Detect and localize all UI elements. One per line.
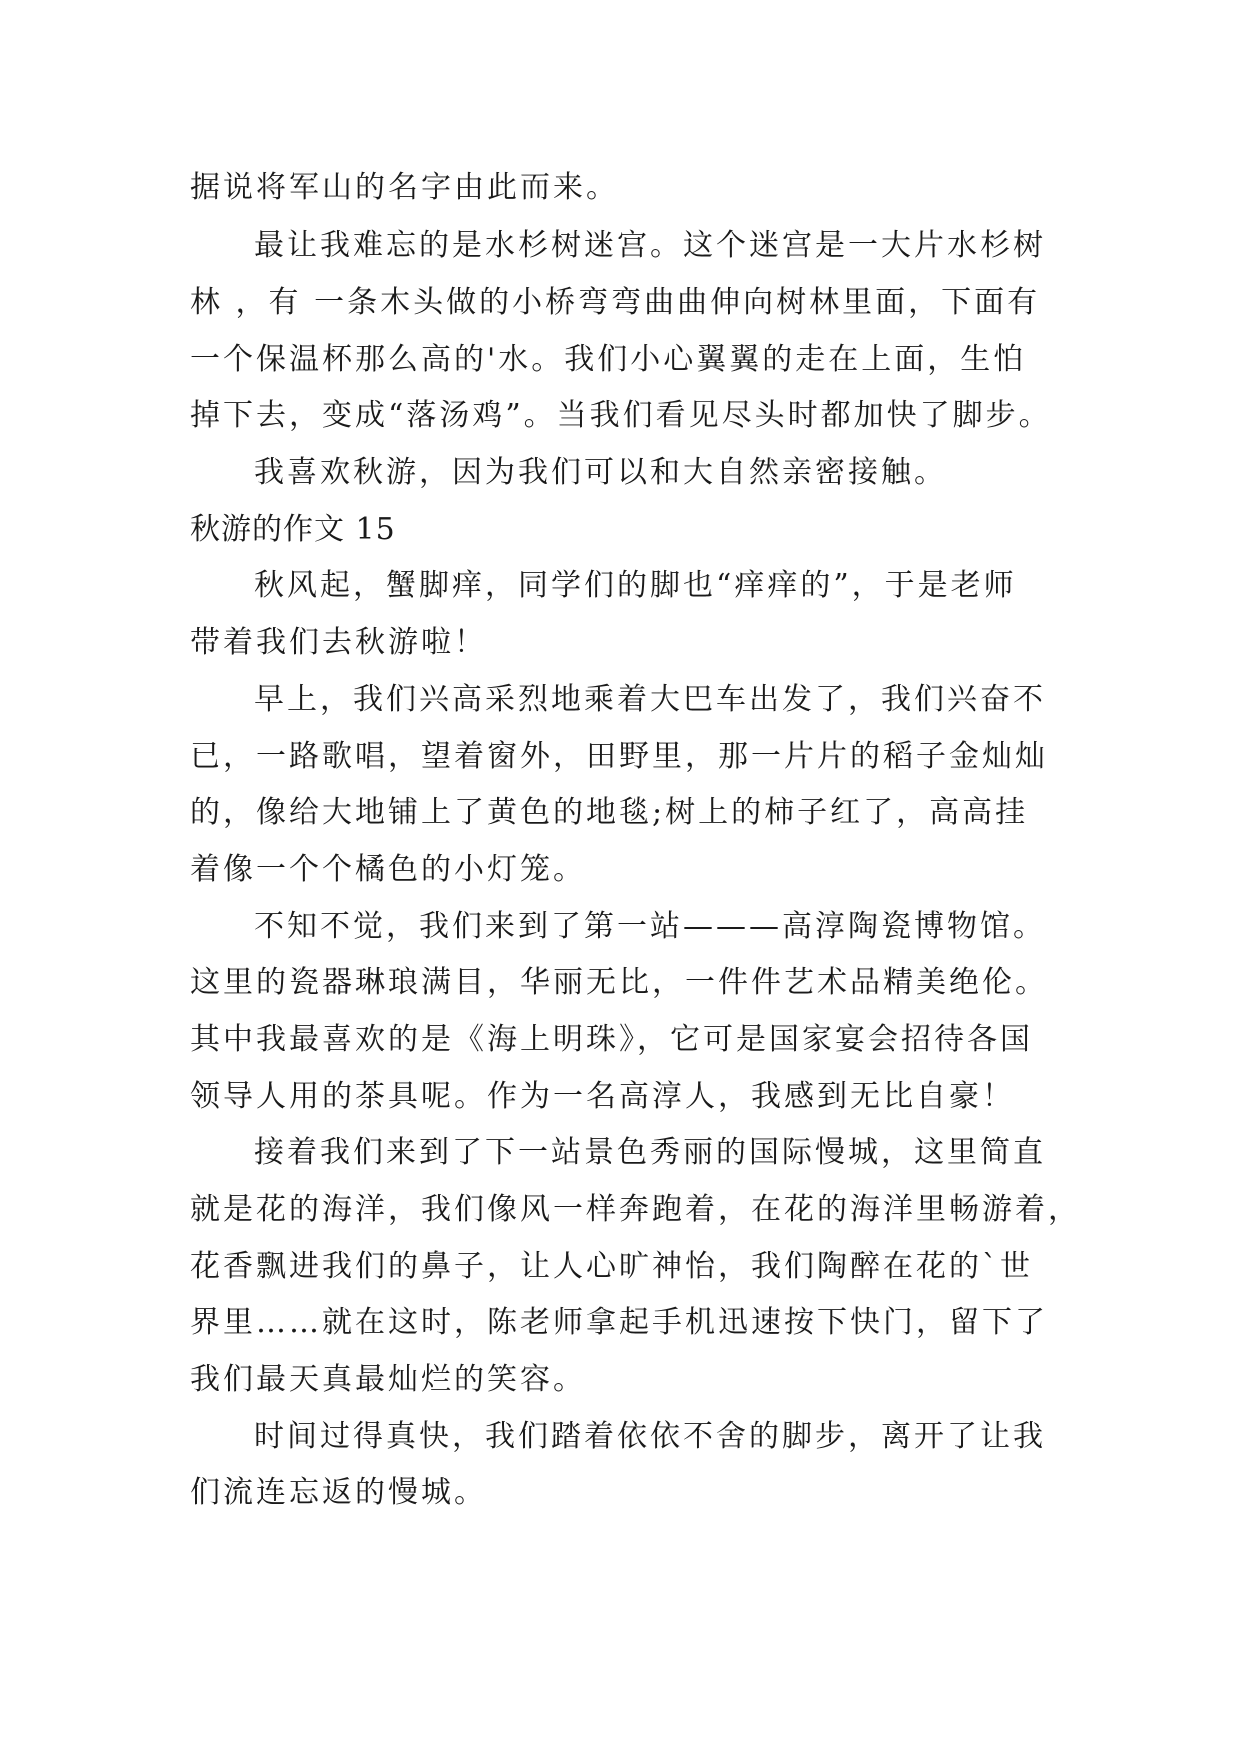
text-line: 的，像给大地铺上了黄色的地毯;树上的柿子红了，高高挂 — [190, 795, 1029, 830]
text-line: 掉下去，变成“落汤鸡”。当我们看见尽头时都加快了脚步。 — [190, 398, 1052, 433]
text-line: 林 ，有 一条木头做的小桥弯弯曲曲伸向树林里面，下面有 — [190, 285, 1041, 320]
paragraph-start-line: 不知不觉，我们来到了第一站———高淳陶瓷博物馆。 — [254, 909, 1046, 944]
text-line: 着像一个个橘色的小灯笼。 — [190, 852, 586, 887]
text-line: 我们最天真最灿烂的笑容。 — [190, 1362, 586, 1397]
paragraph-start-line: 我喜欢秋游，因为我们可以和大自然亲密接触。 — [254, 455, 947, 490]
text-line: 这里的瓷器琳琅满目，华丽无比，一件件艺术品精美绝伦。 — [190, 965, 1048, 1000]
text-line: 其中我最喜欢的是《海上明珠》，它可是国家宴会招待各国 — [190, 1022, 1033, 1057]
text-line: 花香飘进我们的鼻子，让人心旷神怡，我们陶醉在花的`世 — [190, 1249, 1033, 1284]
text-line: 就是花的海洋，我们像风一样奔跑着，在花的海洋里畅游着， — [190, 1192, 1081, 1227]
paragraph-start-line: 接着我们来到了下一站景色秀丽的国际慢城，这里简直 — [254, 1135, 1046, 1170]
text-line: 带着我们去秋游啦！ — [190, 625, 487, 660]
text-line: 一个保温杯那么高的'水。我们小心翼翼的走在上面，生怕 — [190, 342, 1027, 377]
paragraph-start-line: 早上，我们兴高采烈地乘着大巴车出发了，我们兴奋不 — [254, 682, 1046, 717]
text-line: 们流连忘返的慢城。 — [190, 1475, 487, 1510]
section-heading: 秋游的作文 15 — [190, 512, 396, 547]
paragraph-start-line: 秋风起，蟹脚痒，同学们的脚也“痒痒的”，于是老师 — [254, 568, 1017, 603]
paragraph-start-line: 时间过得真快，我们踏着依依不舍的脚步，离开了让我 — [254, 1419, 1046, 1454]
text-line: 界里……就在这时，陈老师拿起手机迅速按下快门，留下了 — [190, 1305, 1048, 1340]
text-line: 领导人用的茶具呢。作为一名高淳人，我感到无比自豪！ — [190, 1079, 1015, 1114]
text-line: 据说将军山的名字由此而来。 — [190, 170, 619, 205]
paragraph-start-line: 最让我难忘的是水杉树迷宫。这个迷宫是一大片水杉树 — [254, 228, 1046, 263]
text-line: 已，一路歌唱，望着窗外，田野里，那一片片的稻子金灿灿 — [190, 739, 1048, 774]
